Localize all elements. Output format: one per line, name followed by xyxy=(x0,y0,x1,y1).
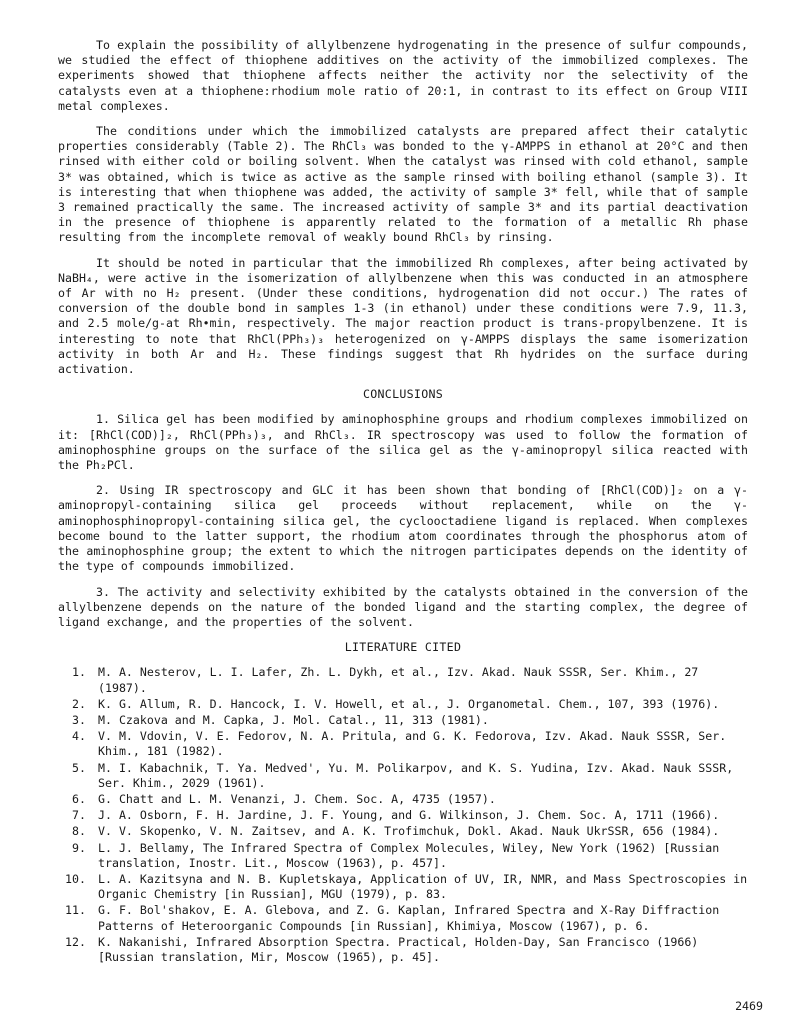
paragraph: The conditions under which the immobilized catalysts are prepared affect their catalytic properties considerably (Table 2). The RhCl₃ was bonded to the γ-AMPPS in ethanol at 20°C and then rinsed with either cold or boiling solvent. When the catalyst was rinsed with cold ethanol, sample 3* was obtained, which is twice as active as the sample rinsed with boiling ethanol (sample 3). It is interesting that when thiophene was added, the activity of sample 3* fell, while that of sample 3 remained practically the same. The increased activity of sample 3* and its partial deactivation in the presence of thiophene is apparently related to the formation of a metallic Rh phase resulting from the incomplete removal of weakly bound RhCl₃ by rinsing. xyxy=(58,124,748,245)
reference-number: 7. xyxy=(72,808,86,823)
reference-item xyxy=(58,713,748,728)
reference-item xyxy=(58,935,748,965)
conclusions-heading: CONCLUSIONS xyxy=(362,387,444,402)
conclusion-item: 2. Using IR spectroscopy and GLC it has been shown that bonding of [RhCl(COD)]₂ on a γ-aminopropyl-containing silica gel proceeds without replacement, while on the γ-aminophosphinopropyl-containing silica gel, the cyclooctadiene ligand is replaced. When complexes become bound to the latter support, the rhodium atom coordinates through the phosphorus atom of the aminophosphine group; the extent to which the nitrogen participates depends on the identity of the type of compounds immobilized. xyxy=(58,483,748,574)
reference-item xyxy=(58,903,748,933)
reference-item xyxy=(58,697,748,712)
reference-number: 2. xyxy=(72,696,86,711)
reference-text: V. M. Vdovin, V. E. Fedorov, N. A. Pritula, and G. K. Fedorova, Izv. Akad. Nauk SSSR, Ser. Khim., 181 (1982). xyxy=(98,729,727,759)
reference-item xyxy=(58,729,748,759)
reference-item xyxy=(58,872,748,902)
body-text xyxy=(58,38,748,966)
reference-text: L. A. Kazitsyna and N. B. Kupletskaya, Application of UV, IR, NMR, and Mass Spectroscopies in Organic Chemistry [in Russian], MGU (1979), p. 83. xyxy=(98,871,748,902)
reference-list xyxy=(58,665,748,965)
reference-item xyxy=(58,841,748,871)
reference-number: 5. xyxy=(72,760,86,775)
literature-heading: LITERATURE CITED xyxy=(344,640,462,655)
paragraph: It should be noted in particular that the immobilized Rh complexes, after being activated by NaBH₄, were active in the isomerization of allylbenzene when this was conducted in an atmosphere of Ar with no H₂ present. (Under these conditions, hydrogenation did not occur.) The rates of conversion of the double bond in samples 1-3 (in ethanol) under these conditions were 7.9, 11.3, and 2.5 mole/g-at Rh•min, respectively. The major reaction product is trans-propylbenzene. It is interesting to note that RhCl(PPh₃)₃ heterogenized on γ-AMPPS displays the same isomerization activity in both Ar and H₂. These findings suggest that Rh hydrides on the surface during activation. xyxy=(58,255,748,377)
reference-number: 12. xyxy=(65,934,86,949)
reference-number: 3. xyxy=(72,712,86,727)
conclusion-item: 1. Silica gel has been modified by aminophosphine groups and rhodium complexes immobilized on it: [RhCl(COD)]₂, RhCl(PPh₃)₃, and RhCl₃. IR spectroscopy was used to follow the formation of aminophosphine groups on the surface of the silica gel as the γ-aminopropyl silica reacted with the Ph₂PCl. xyxy=(58,412,748,473)
reference-item xyxy=(58,792,748,807)
reference-text: J. A. Osborn, F. H. Jardine, J. F. Young, and G. Wilkinson, J. Chem. Soc. A, 1711 (1966). xyxy=(98,808,720,823)
conclusion-item: 3. The activity and selectivity exhibited by the catalysts obtained in the conversion of the allylbenzene depends on the nature of the bonded ligand and the starting complex, the degree of ligand exchange, and the properties of the solvent. xyxy=(58,584,748,629)
reference-item xyxy=(58,761,748,791)
reference-number: 9. xyxy=(72,840,86,855)
page-number: 2469 xyxy=(735,999,763,1013)
reference-text: M. Czakova and M. Capka, J. Mol. Catal., 11, 313 (1981). xyxy=(98,712,489,727)
reference-number: 1. xyxy=(72,665,86,680)
reference-text: V. V. Skopenko, V. N. Zaitsev, and A. K. Trofimchuk, Dokl. Akad. Nauk UkrSSR, 656 (1984). xyxy=(98,824,720,839)
reference-number: 10. xyxy=(65,871,86,886)
reference-number: 4. xyxy=(72,729,86,744)
reference-number: 6. xyxy=(72,791,86,806)
reference-text: K. G. Allum, R. D. Hancock, I. V. Howell, et al., J. Organometal. Chem., 107, 393 (1976). xyxy=(98,696,720,711)
paragraph: To explain the possibility of allylbenzene hydrogenating in the presence of sulfur compounds, we studied the effect of thiophene additives on the activity of the immobilized complexes. The experiments showed that thiophene affects neither the activity nor the selectivity of the catalysts even at a thiophene:rhodium mole ratio of 20:1, in contrast to its effect on Group VIII metal complexes. xyxy=(58,38,748,113)
reference-number: 8. xyxy=(72,824,86,839)
reference-number: 11. xyxy=(65,903,86,918)
reference-text: G. Chatt and L. M. Venanzi, J. Chem. Soc. A, 4735 (1957). xyxy=(98,791,496,806)
reference-item xyxy=(58,808,748,823)
reference-text: M. I. Kabachnik, T. Ya. Medved', Yu. M. Polikarpov, and K. S. Yudina, Izv. Akad. Nauk SSSR, Ser. Khim., 2029 (1961). xyxy=(98,760,734,790)
reference-text: K. Nakanishi, Infrared Absorption Spectra. Practical, Holden-Day, San Francisco (1966) [Russian translation, Mir, Moscow (1965), p. 45]. xyxy=(98,934,699,964)
reference-text: M. A. Nesterov, L. I. Lafer, Zh. L. Dykh, et al., Izv. Akad. Nauk SSSR, Ser. Khim., 27 (1987). xyxy=(98,665,699,695)
reference-item xyxy=(58,824,748,839)
reference-item xyxy=(58,665,748,695)
reference-text: G. F. Bol'shakov, E. A. Glebova, and Z. G. Kaplan, Infrared Spectra and X-Ray Diffraction Patterns of Heteroorganic Compounds [in Russian], Khimiya, Moscow (1967), p. 6. xyxy=(98,903,720,933)
reference-text: L. J. Bellamy, The Infrared Spectra of Complex Molecules, Wiley, New York (1962) [Russian translation, Inostr. Lit., Moscow (1963), p. 457]. xyxy=(98,840,720,870)
